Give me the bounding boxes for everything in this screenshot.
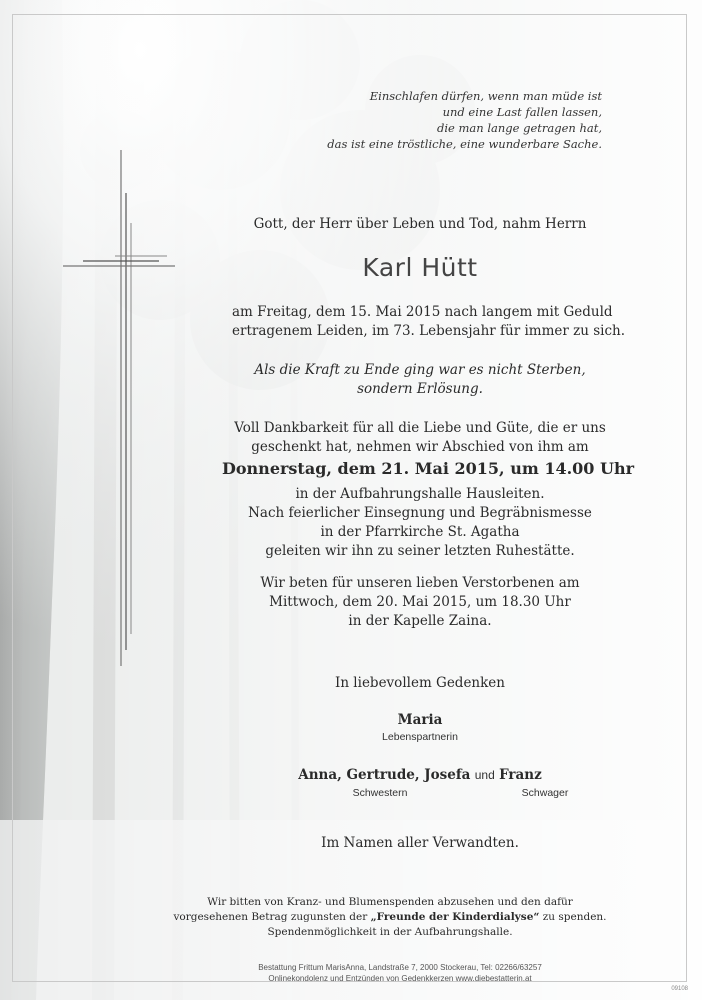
quote: [232, 361, 608, 399]
death-line: ertragenem Leiden, im 73. Lebensjahr für immer zu sich.: [232, 323, 625, 339]
donation-line: [100, 910, 680, 925]
funeral-line: in der Pfarrkirche St. Agatha: [320, 524, 520, 540]
poem-line: Einschlafen dürfen, wenn man müde ist: [369, 89, 602, 103]
charity-name: „Freunde der Kinderdialyse“: [370, 911, 540, 923]
donation-line: Spendenmöglichkeit in der Aufbahrungshalle.: [267, 926, 513, 938]
poem-line: das ist eine tröstliche, eine wunderbare Sache.: [327, 137, 602, 151]
print-code: 09108: [671, 986, 688, 992]
funeral-details: [232, 485, 608, 561]
memory-text: In liebevollem Gedenken: [334, 675, 505, 691]
thanks-line: geschenkt hat, nehmen wir Abschied von ihm am: [251, 439, 589, 455]
prayer-line: Wir beten für unseren lieben Verstorbenen am: [260, 575, 580, 591]
quote-line: Als die Kraft zu Ende ging war es nicht Sterben,: [254, 362, 586, 378]
poem-line: und eine Last fallen lassen,: [442, 105, 602, 119]
undertaker-info: [160, 962, 640, 984]
partner-name: Maria: [397, 712, 443, 728]
brother-in-law-role: Schwager: [521, 787, 569, 799]
undertaker-line: Bestattung Frittum MarisAnna, Landstraße 7, 2000 Stockerau, Tel: 02266/63257: [258, 963, 542, 972]
thanks-line: Voll Dankbarkeit für all die Liebe und Güte, die er uns: [234, 420, 606, 436]
cross-icon: [55, 148, 185, 670]
quote-line: sondern Erlösung.: [357, 381, 483, 397]
donation-request: [100, 895, 680, 940]
poem-line: die man lange getragen hat,: [437, 121, 602, 135]
intro-text: Gott, der Herr über Leben und Tod, nahm Herrn: [253, 216, 587, 232]
brother-in-law-name: Franz: [499, 767, 542, 783]
prayer-line: in der Kapelle Zaina.: [348, 613, 492, 629]
thanks-text: [232, 419, 608, 457]
siblings-names: Anna, Gertrude, Josefa: [298, 767, 471, 783]
funeral-line: geleiten wir ihn zu seiner letzten Ruhestätte.: [265, 543, 575, 559]
siblings-line: [232, 767, 608, 783]
relatives-text: Im Namen aller Verwandten.: [321, 835, 519, 851]
prayer-line: Mittwoch, dem 20. Mai 2015, um 18.30 Uhr: [269, 594, 571, 610]
conjunction: und: [474, 768, 495, 782]
poem: [327, 88, 602, 152]
death-notice: [232, 303, 625, 341]
donation-text: zu spenden.: [539, 911, 607, 923]
donation-line: Wir bitten von Kranz- und Blumenspenden abzusehen und den dafür: [207, 896, 573, 908]
deceased-name: Karl Hütt: [362, 253, 478, 282]
prayer-text: [232, 574, 608, 631]
donation-text: vorgesehenen Betrag zugunsten der: [173, 911, 371, 923]
funeral-line: in der Aufbahrungshalle Hausleiten.: [295, 486, 545, 502]
undertaker-line: Onlinekondolenz und Entzünden von Gedenkkerzen www.diebestatterin.at: [268, 974, 532, 983]
siblings-role: Schwestern: [352, 787, 408, 799]
death-line: am Freitag, dem 15. Mai 2015 nach langem mit Geduld: [232, 304, 613, 320]
funeral-line: Nach feierlicher Einsegnung und Begräbnismesse: [248, 505, 592, 521]
partner-role: Lebenspartnerin: [382, 731, 458, 743]
funeral-date: Donnerstag, dem 21. Mai 2015, um 14.00 Uhr: [222, 459, 635, 478]
